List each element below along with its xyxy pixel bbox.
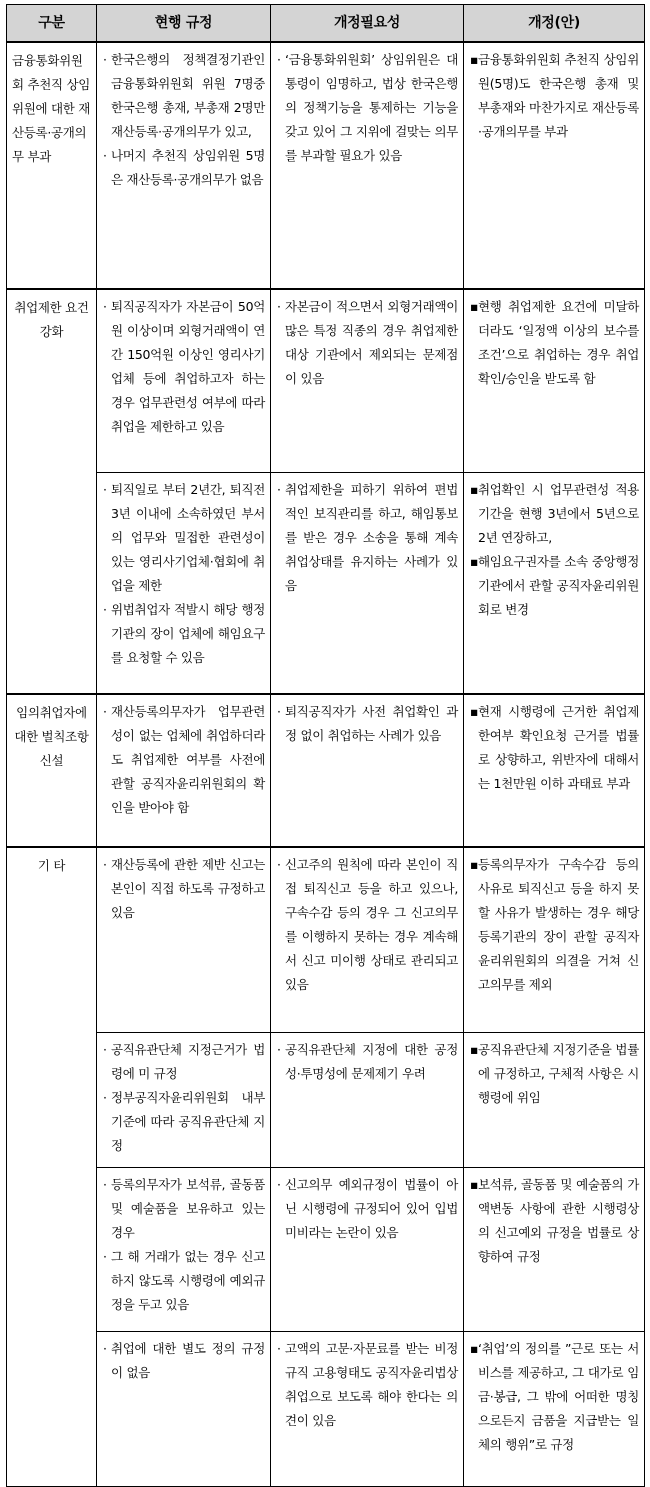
necessity-cell	[271, 472, 464, 694]
necessity-cell	[271, 1032, 464, 1167]
table-row	[7, 472, 645, 694]
list-item	[277, 478, 458, 598]
bullet-marker: ·	[103, 601, 107, 617]
square-bullet-icon: ▪	[470, 1176, 479, 1192]
list-item	[470, 550, 639, 622]
reform-comparison-table	[6, 4, 645, 1487]
header-category: 구분	[7, 5, 97, 43]
bullet-marker: ·	[103, 1089, 107, 1105]
list-item	[470, 48, 639, 144]
item-text: 현재 시행령에 근거한 취업제한여부 확인요청 근거를 법률로 상향하고, 위반자에 대해서는 1천만원 이하 과태료 부과	[478, 704, 639, 791]
item-text: ‘취업’의 정의를 ”근로 또는 서비스를 제공하고, 그 대가로 임금·봉급, 그 밖에 어떠한 명칭으로든지 금품을 지급받는 일체의 행위”로 규정	[478, 1340, 639, 1452]
item-text: 위법취업자 적발시 해당 행정기관의 장이 업체에 해임요구를 요청할 수 있음	[111, 601, 265, 665]
current-rule-cell	[97, 472, 271, 694]
list-item	[277, 700, 458, 748]
item-text: 신고주의 원칙에 따라 본인이 직접 퇴직신고 등을 하고 있으나, 구속수감 등의 경우 그 신고의무를 이행하지 못하는 경우 계속해서 신고 미이행 상태로 관리되고 있음	[285, 857, 458, 992]
list-item	[277, 1038, 458, 1086]
table-row	[7, 42, 645, 289]
item-text: 취업제한을 피하기 위하여 편법적인 보직관리를 하고, 해임통보를 받은 경우 소송을 통해 계속 취업상태를 유지하는 사례가 있음	[285, 481, 458, 593]
item-text: 등록의무자가 구속수감 등의 사유로 퇴직신고 등을 하지 못할 사유가 발생하는 경우 해당 등록기관의 장이 관할 공직자윤리위원회의 의결을 거쳐 신고의무를 제외	[478, 857, 639, 992]
table-row	[7, 847, 645, 1032]
list-item	[103, 1086, 265, 1158]
list-item	[277, 1173, 458, 1245]
bullet-marker: ·	[277, 481, 281, 497]
square-bullet-icon: ▪	[470, 299, 479, 314]
item-text: 현행 취업제한 요건에 미달하더라도 ‘일정액 이상의 보수를 조건’으로 취업하는 경우 취업확인/승인을 받도록 함	[478, 299, 639, 386]
current-rule-cell	[97, 42, 271, 289]
current-rule-cell	[97, 1167, 271, 1331]
proposal-cell	[464, 694, 645, 847]
proposal-cell	[464, 847, 645, 1032]
header-necessity: 개정필요성	[271, 5, 464, 43]
bullet-marker: ·	[103, 481, 107, 497]
bullet-marker: ·	[103, 1041, 107, 1057]
item-text: 그 해 거래가 없는 경우 신고하지 않도록 시행령에 예외규정을 두고 있음	[111, 1248, 265, 1312]
bullet-marker: ·	[103, 704, 107, 719]
bullet-marker: ·	[277, 299, 281, 314]
item-text: 한국은행의 정책결정기관인 금융통화위원회 위원 7명중 한국은행 총재, 부총재 2명만 재산등록·공개의무가 있고,	[111, 52, 265, 139]
square-bullet-icon: ▪	[470, 1041, 479, 1057]
proposal-cell	[464, 289, 645, 472]
item-text: 고액의 고문·자문료를 받는 비정규직 고용형태도 공직자윤리법상 취업으로 보도록 해야 한다는 의견이 있음	[285, 1340, 458, 1428]
bullet-marker: ·	[103, 299, 107, 314]
item-text: 퇴직공직자가 사전 취업확인 과정 없이 취업하는 사례가 있음	[285, 704, 458, 743]
list-item	[470, 295, 639, 391]
bullet-marker: ·	[103, 1176, 107, 1192]
item-text: 해임요구권자를 소속 중앙행정기관에서 관할 공직자윤리위원회로 변경	[478, 553, 639, 617]
list-item	[470, 478, 639, 550]
item-text: 재산등록의무자가 업무관련성이 없는 업체에 취업하더라도 취업제한 여부를 사전에 관할 공직자윤리위원회의 확인을 받아야 함	[111, 704, 265, 815]
list-item	[277, 853, 458, 997]
list-item	[103, 1337, 265, 1385]
bullet-marker: ·	[103, 148, 107, 163]
item-text: 취업에 대한 별도 정의 규정이 없음	[111, 1340, 265, 1380]
list-item	[277, 1337, 458, 1433]
header-current-rule: 현행 규정	[97, 5, 271, 43]
item-text: 금융통화위원회 추천직 상임위원(5명)도 한국은행 총재 및 부총재와 마찬가지로 재산등록·공개의무를 부과	[478, 52, 639, 139]
list-item	[470, 853, 639, 997]
square-bullet-icon: ▪	[470, 52, 479, 67]
item-text: 공직유관단체 지정근거가 법령에 미 규정	[111, 1041, 265, 1081]
list-item	[103, 1173, 265, 1245]
proposal-cell	[464, 1331, 645, 1486]
item-text: 나머지 추천직 상임위원 5명은 재산등록·공개의무가 없음	[111, 148, 265, 187]
square-bullet-icon: ▪	[470, 481, 479, 497]
item-text: 퇴직공직자가 자본금이 50억원 이상이며 외형거래액이 연간 150억원 이상인 영리사기업체 등에 취업하고자 하는 경우 업무관련성 여부에 따라 취업을 제한하고 있음	[111, 299, 265, 434]
list-item	[103, 295, 265, 439]
item-text: 공직유관단체 지정기준을 법률에 규정하고, 구체적 사항은 시행령에 위임	[478, 1041, 639, 1105]
item-text: 자본금이 적으면서 외형거래액이 많은 특정 직종의 경우 취업제한 대상 기관에서 제외되는 문제점이 있음	[285, 299, 458, 386]
bullet-marker: ·	[277, 1041, 281, 1057]
list-item	[277, 295, 458, 391]
bullet-marker: ·	[277, 857, 281, 872]
current-rule-cell	[97, 289, 271, 472]
item-text: 신고의무 예외규정이 법률이 아닌 시행령에 규정되어 있어 입법 미비라는 논란이 있음	[285, 1176, 458, 1240]
necessity-cell	[271, 1167, 464, 1331]
necessity-cell	[271, 847, 464, 1032]
list-item	[103, 144, 265, 192]
square-bullet-icon: ▪	[470, 1340, 479, 1356]
table-row	[7, 1167, 645, 1331]
current-rule-cell	[97, 847, 271, 1032]
list-item	[103, 853, 265, 925]
item-text: ‘금융통화위원회’ 상임위원은 대통령이 임명하고, 법상 한국은행의 정책기능을 통제하는 기능을 갖고 있어 그 지위에 걸맞는 의무를 부과할 필요가 있음	[285, 52, 458, 163]
square-bullet-icon: ▪	[470, 553, 479, 569]
item-text: 정부공직자윤리위원회 내부기준에 따라 공직유관단체 지정	[111, 1089, 265, 1153]
item-text: 보석류, 골동품 및 예술품의 가액변동 사항에 관한 시행령상의 신고예외 규정을 법률로 상향하여 규정	[478, 1176, 639, 1264]
list-item	[470, 1337, 639, 1457]
category-cell: 취업제한 요건 강화	[7, 289, 97, 694]
table-row	[7, 289, 645, 472]
current-rule-cell	[97, 694, 271, 847]
proposal-cell	[464, 1032, 645, 1167]
table-row	[7, 1032, 645, 1167]
bullet-marker: ·	[103, 1340, 107, 1356]
category-cell: 금융통화위원회 추천직 상임위원에 대한 재산등록·공개의무 부과	[7, 42, 97, 289]
necessity-cell	[271, 694, 464, 847]
bullet-marker: ·	[103, 1248, 107, 1264]
list-item	[103, 48, 265, 144]
square-bullet-icon: ▪	[470, 704, 479, 719]
item-text: 등록의무자가 보석류, 골동품 및 예술품을 보유하고 있는 경우	[111, 1176, 265, 1240]
necessity-cell	[271, 289, 464, 472]
list-item	[470, 700, 639, 796]
list-item	[277, 48, 458, 168]
item-text: 퇴직일로 부터 2년간, 퇴직전 3년 이내에 소속하였던 부서의 업무와 밀접한 관련성이 있는 영리사기업체·협회에 취업을 제한	[111, 481, 265, 593]
item-text: 취업확인 시 업무관련성 적용기간을 현행 3년에서 5년으로 2년 연장하고,	[478, 481, 639, 545]
item-text: 공직유관단체 지정에 대한 공정성·투명성에 문제제기 우려	[285, 1041, 458, 1081]
header-row	[7, 5, 645, 43]
bullet-marker: ·	[277, 704, 281, 719]
proposal-cell	[464, 472, 645, 694]
current-rule-cell	[97, 1331, 271, 1486]
bullet-marker: ·	[277, 1340, 281, 1356]
current-rule-cell	[97, 1032, 271, 1167]
category-cell: 임의취업자에 대한 벌칙조항 신설	[7, 694, 97, 847]
proposal-cell	[464, 42, 645, 289]
category-cell: 기 타	[7, 847, 97, 1486]
table-row	[7, 694, 645, 847]
list-item	[103, 1038, 265, 1086]
necessity-cell	[271, 42, 464, 289]
list-item	[103, 478, 265, 598]
proposal-cell	[464, 1167, 645, 1331]
table-row	[7, 1331, 645, 1486]
bullet-marker: ·	[277, 52, 281, 67]
header-proposal: 개정(안)	[464, 5, 645, 43]
square-bullet-icon: ▪	[470, 857, 479, 872]
list-item	[103, 1245, 265, 1317]
list-item	[103, 598, 265, 670]
list-item	[470, 1038, 639, 1110]
item-text: 재산등록에 관한 제반 신고는 본인이 직접 하도록 규정하고 있음	[111, 857, 265, 920]
necessity-cell	[271, 1331, 464, 1486]
bullet-marker: ·	[103, 857, 107, 872]
list-item	[103, 700, 265, 820]
bullet-marker: ·	[103, 52, 107, 67]
list-item	[470, 1173, 639, 1269]
bullet-marker: ·	[277, 1176, 281, 1192]
